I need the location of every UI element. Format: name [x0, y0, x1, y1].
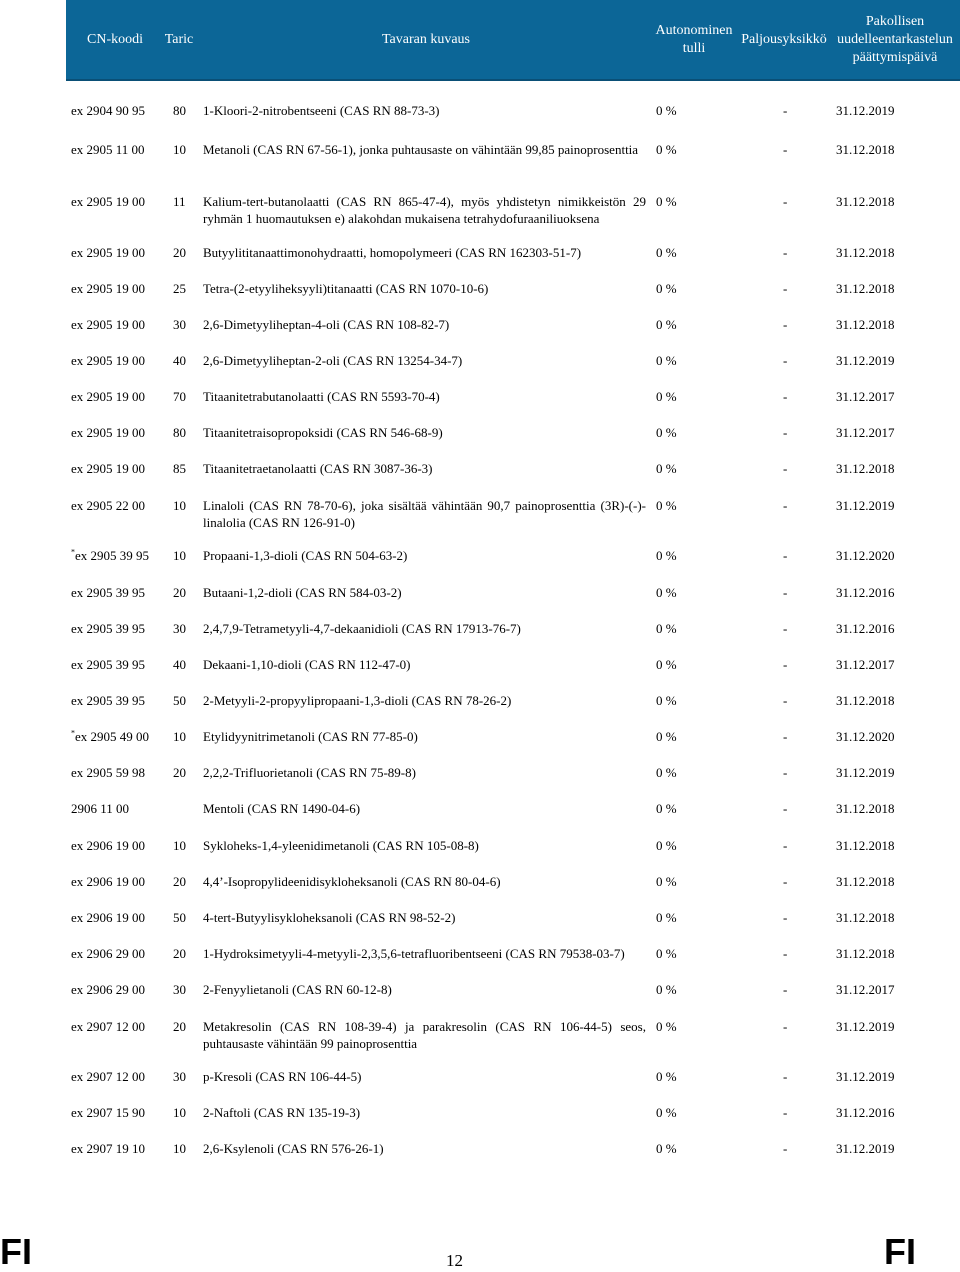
- cn-code-text: ex 2907 19 10: [71, 1141, 146, 1156]
- cn-code: [71, 316, 163, 333]
- autonomous-duty: 0 %: [656, 281, 677, 296]
- cn-code: [71, 280, 163, 297]
- header-review-date: Pakollisen uudelleentarkastelun päättymispäivä: [837, 13, 953, 65]
- autonomous-duty: 0 %: [656, 1019, 677, 1034]
- cn-code: [71, 547, 163, 564]
- taric-code: 20: [173, 874, 186, 889]
- goods-description: Metanoli (CAS RN 67-56-1), jonka puhtausaste on vähintään 99,85 painoprosenttia: [203, 142, 639, 157]
- quantity-unit: -: [783, 693, 788, 708]
- taric-code: 10: [173, 142, 186, 157]
- taric-code: 10: [173, 838, 186, 853]
- taric-code: 11: [173, 194, 186, 209]
- taric-code: 70: [173, 389, 186, 404]
- autonomous-duty: 0 %: [656, 425, 677, 440]
- review-date: 31.12.2019: [836, 765, 895, 780]
- quantity-unit: -: [783, 982, 788, 997]
- review-date: 31.12.2018: [836, 946, 895, 961]
- cn-code-text: ex 2905 39 95: [71, 657, 146, 672]
- taric-code: 20: [173, 585, 186, 600]
- autonomous-duty: 0 %: [656, 1105, 677, 1120]
- cn-code: [71, 837, 163, 854]
- header-cn-code: CN-koodi: [87, 31, 143, 47]
- autonomous-duty: 0 %: [656, 1141, 677, 1156]
- cn-code: [71, 1018, 163, 1035]
- review-date: 31.12.2016: [836, 1105, 895, 1120]
- autonomous-duty: 0 %: [656, 194, 677, 209]
- review-date: 31.12.2019: [836, 103, 895, 118]
- autonomous-duty: 0 %: [656, 621, 677, 636]
- quantity-unit: -: [783, 389, 788, 404]
- review-date: 31.12.2019: [836, 1069, 895, 1084]
- taric-code: 10: [173, 729, 186, 744]
- quantity-unit: -: [783, 1069, 788, 1084]
- quantity-unit: -: [783, 498, 788, 513]
- cn-code-text: ex 2905 49 00: [75, 729, 150, 744]
- quantity-unit: -: [783, 245, 788, 260]
- cn-code: [71, 352, 163, 369]
- goods-description: p-Kresoli (CAS RN 106-44-5): [203, 1069, 362, 1084]
- autonomous-duty: 0 %: [656, 729, 677, 744]
- review-date: 31.12.2018: [836, 317, 895, 332]
- review-date: 31.12.2018: [836, 693, 895, 708]
- cn-code-text: ex 2906 19 00: [71, 874, 146, 889]
- header-quantity-unit: Paljousyksikkö: [741, 31, 827, 47]
- taric-code: 50: [173, 910, 186, 925]
- taric-code: 25: [173, 281, 186, 296]
- cn-code-text: ex 2906 19 00: [71, 838, 146, 853]
- autonomous-duty: 0 %: [656, 982, 677, 997]
- autonomous-duty: 0 %: [656, 765, 677, 780]
- review-date: 31.12.2018: [836, 838, 895, 853]
- quantity-unit: -: [783, 317, 788, 332]
- goods-description: Titaanitetraetanolaatti (CAS RN 3087-36-3): [203, 461, 433, 476]
- cn-code-text: ex 2907 12 00: [71, 1019, 146, 1034]
- review-date: 31.12.2018: [836, 461, 895, 476]
- cn-code: [71, 764, 163, 781]
- cn-code-text: ex 2906 19 00: [71, 910, 146, 925]
- quantity-unit: -: [783, 657, 788, 672]
- cn-code-text: ex 2906 29 00: [71, 982, 146, 997]
- review-date: 31.12.2018: [836, 194, 895, 209]
- autonomous-duty: 0 %: [656, 946, 677, 961]
- goods-description: 4-tert-Butyylisykloheksanoli (CAS RN 98-52-2): [203, 910, 456, 925]
- goods-description: 2-Fenyylietanoli (CAS RN 60-12-8): [203, 982, 392, 997]
- goods-description: 2,6-Dimetyyliheptan-4-oli (CAS RN 108-82-7): [203, 317, 450, 332]
- review-date: 31.12.2017: [836, 425, 895, 440]
- quantity-unit: -: [783, 425, 788, 440]
- quantity-unit: -: [783, 585, 788, 600]
- taric-code: 20: [173, 946, 186, 961]
- taric-code: 40: [173, 657, 186, 672]
- cn-code: [71, 244, 163, 261]
- cn-code: [71, 909, 163, 926]
- review-date: 31.12.2017: [836, 657, 895, 672]
- review-date: 31.12.2018: [836, 281, 895, 296]
- taric-code: 50: [173, 693, 186, 708]
- goods-description: Butaani-1,2-dioli (CAS RN 584-03-2): [203, 585, 402, 600]
- review-date: 31.12.2018: [836, 910, 895, 925]
- autonomous-duty: 0 %: [656, 498, 677, 513]
- quantity-unit: -: [783, 946, 788, 961]
- goods-description: 2,4,7,9-Tetrametyyli-4,7-dekaanidioli (CAS RN 17913-76-7): [203, 621, 521, 636]
- quantity-unit: -: [783, 1019, 788, 1034]
- quantity-unit: -: [783, 1141, 788, 1156]
- page-number: 12: [446, 1251, 463, 1270]
- goods-description: Dekaani-1,10-dioli (CAS RN 112-47-0): [203, 657, 411, 672]
- goods-description: 2,2,2-Trifluorietanoli (CAS RN 75-89-8): [203, 765, 416, 780]
- cn-code-text: ex 2905 22 00: [71, 498, 146, 513]
- footer-language-code-left: FI: [0, 1231, 32, 1272]
- cn-code: [71, 656, 163, 673]
- review-date: 31.12.2020: [836, 729, 895, 744]
- autonomous-duty: 0 %: [656, 353, 677, 368]
- cn-code-text: ex 2905 19 00: [71, 353, 146, 368]
- cn-code-text: ex 2905 19 00: [71, 425, 146, 440]
- goods-description: Etylidyynitrimetanoli (CAS RN 77-85-0): [203, 729, 418, 744]
- table-header: [66, 0, 960, 81]
- cn-code: [71, 193, 163, 210]
- goods-description: 2,6-Ksylenoli (CAS RN 576-26-1): [203, 1141, 384, 1156]
- footer-language-code-right: FI: [884, 1231, 916, 1272]
- goods-description: Titaanitetrabutanolaatti (CAS RN 5593-70-4): [203, 389, 440, 404]
- taric-code: 20: [173, 245, 186, 260]
- cn-code: [71, 945, 163, 962]
- cn-code-text: ex 2905 19 00: [71, 461, 146, 476]
- amendment-marker: *: [71, 728, 75, 738]
- quantity-unit: -: [783, 621, 788, 636]
- cn-code: [71, 1140, 163, 1157]
- autonomous-duty: 0 %: [656, 838, 677, 853]
- cn-code-text: ex 2905 59 98: [71, 765, 146, 780]
- quantity-unit: -: [783, 910, 788, 925]
- cn-code: [71, 692, 163, 709]
- quantity-unit: -: [783, 874, 788, 889]
- taric-code: 80: [173, 103, 186, 118]
- review-date: 31.12.2018: [836, 801, 895, 816]
- cn-code: [71, 1068, 163, 1085]
- cn-code-text: ex 2905 19 00: [71, 281, 146, 296]
- goods-description: 1-Hydroksimetyyli-4-metyyli-2,3,5,6-tetrafluoribentseeni (CAS RN 79538-03-7): [203, 946, 625, 961]
- goods-description: Tetra-(2-etyyliheksyyli)titanaatti (CAS RN 1070-10-6): [203, 281, 489, 296]
- autonomous-duty: 0 %: [656, 245, 677, 260]
- goods-description: Kalium-tert-butanolaatti (CAS RN 865-47-4), myös yhdistetyn nimikkeistön 29 ryhmän 1 huomautuksen e) alakohdan mukaisena tetrahydofuraaniliuoksena: [203, 194, 646, 226]
- cn-code-text: ex 2905 39 95: [71, 693, 146, 708]
- amendment-marker: *: [71, 547, 75, 557]
- cn-code-text: ex 2905 39 95: [71, 621, 146, 636]
- autonomous-duty: 0 %: [656, 548, 677, 563]
- goods-description: Titaanitetraisopropoksidi (CAS RN 546-68-9): [203, 425, 443, 440]
- cn-code: [71, 497, 163, 514]
- header-autonomous-duty: Autonominen tulli: [655, 22, 733, 56]
- autonomous-duty: 0 %: [656, 801, 677, 816]
- autonomous-duty: 0 %: [656, 461, 677, 476]
- cn-code: [71, 388, 163, 405]
- quantity-unit: -: [783, 765, 788, 780]
- autonomous-duty: 0 %: [656, 657, 677, 672]
- quantity-unit: -: [783, 1105, 788, 1120]
- autonomous-duty: 0 %: [656, 585, 677, 600]
- cn-code: [71, 981, 163, 998]
- review-date: 31.12.2019: [836, 353, 895, 368]
- goods-description: 2-Naftoli (CAS RN 135-19-3): [203, 1105, 361, 1120]
- goods-description: Propaani-1,3-dioli (CAS RN 504-63-2): [203, 548, 408, 563]
- goods-description: 2,6-Dimetyyliheptan-2-oli (CAS RN 13254-34-7): [203, 353, 463, 368]
- quantity-unit: -: [783, 461, 788, 476]
- review-date: 31.12.2020: [836, 548, 895, 563]
- cn-code-text: ex 2904 90 95: [71, 103, 146, 118]
- cn-code-text: ex 2905 19 00: [71, 317, 146, 332]
- goods-description: Linaloli (CAS RN 78-70-6), joka sisältää vähintään 90,7 painoprosenttia (3R)-(-)-linalolia (CAS RN 126-91-0): [203, 498, 646, 530]
- cn-code: [71, 873, 163, 890]
- cn-code: [71, 1104, 163, 1121]
- cn-code: [71, 141, 163, 158]
- quantity-unit: -: [783, 548, 788, 563]
- taric-code: 10: [173, 1105, 186, 1120]
- cn-code: [71, 728, 163, 745]
- taric-code: 30: [173, 621, 186, 636]
- autonomous-duty: 0 %: [656, 874, 677, 889]
- review-date: 31.12.2018: [836, 245, 895, 260]
- taric-code: 10: [173, 1141, 186, 1156]
- quantity-unit: -: [783, 194, 788, 209]
- cn-code: [71, 460, 163, 477]
- review-date: 31.12.2016: [836, 585, 895, 600]
- cn-code-text: ex 2905 19 00: [71, 194, 146, 209]
- quantity-unit: -: [783, 281, 788, 296]
- cn-code: [71, 102, 163, 119]
- autonomous-duty: 0 %: [656, 317, 677, 332]
- taric-code: 20: [173, 1019, 186, 1034]
- cn-code-text: ex 2905 19 00: [71, 245, 146, 260]
- quantity-unit: -: [783, 103, 788, 118]
- goods-description: Mentoli (CAS RN 1490-04-6): [203, 801, 361, 816]
- review-date: 31.12.2019: [836, 1141, 895, 1156]
- cn-code-text: ex 2905 19 00: [71, 389, 146, 404]
- taric-code: 30: [173, 317, 186, 332]
- goods-description: 4,4’-Isopropylideenidisykloheksanoli (CAS RN 80-04-6): [203, 874, 501, 889]
- autonomous-duty: 0 %: [656, 389, 677, 404]
- autonomous-duty: 0 %: [656, 142, 677, 157]
- quantity-unit: -: [783, 801, 788, 816]
- taric-code: 85: [173, 461, 186, 476]
- cn-code-text: 2906 11 00: [71, 801, 130, 816]
- cn-code: [71, 584, 163, 601]
- review-date: 31.12.2019: [836, 1019, 895, 1034]
- taric-code: 30: [173, 1069, 186, 1084]
- autonomous-duty: 0 %: [656, 910, 677, 925]
- quantity-unit: -: [783, 729, 788, 744]
- review-date: 31.12.2018: [836, 142, 895, 157]
- cn-code-text: ex 2907 12 00: [71, 1069, 146, 1084]
- autonomous-duty: 0 %: [656, 693, 677, 708]
- cn-code: [71, 800, 163, 817]
- autonomous-duty: 0 %: [656, 103, 677, 118]
- review-date: 31.12.2017: [836, 982, 895, 997]
- review-date: 31.12.2017: [836, 389, 895, 404]
- review-date: 31.12.2019: [836, 498, 895, 513]
- quantity-unit: -: [783, 353, 788, 368]
- cn-code: [71, 620, 163, 637]
- header-description: Tavaran kuvaus: [381, 31, 471, 47]
- quantity-unit: -: [783, 142, 788, 157]
- review-date: 31.12.2018: [836, 874, 895, 889]
- taric-code: 10: [173, 498, 186, 513]
- cn-code-text: ex 2907 15 90: [71, 1105, 146, 1120]
- cn-code-text: ex 2905 39 95: [71, 585, 146, 600]
- cn-code: [71, 424, 163, 441]
- review-date: 31.12.2016: [836, 621, 895, 636]
- cn-code-text: ex 2905 11 00: [71, 142, 145, 157]
- goods-description: 1-Kloori-2-nitrobentseeni (CAS RN 88-73-3): [203, 103, 440, 118]
- cn-code-text: ex 2905 39 95: [75, 548, 150, 563]
- cn-code-text: ex 2906 29 00: [71, 946, 146, 961]
- taric-code: 10: [173, 548, 186, 563]
- goods-description: Sykloheks-1,4-yleenidimetanoli (CAS RN 105-08-8): [203, 838, 479, 853]
- taric-code: 40: [173, 353, 186, 368]
- taric-code: 30: [173, 982, 186, 997]
- goods-description: Metakresolin (CAS RN 108-39-4) ja parakresolin (CAS RN 106-44-5) seos, puhtausaste vähintään 99 painoprosenttia: [203, 1019, 646, 1051]
- autonomous-duty: 0 %: [656, 1069, 677, 1084]
- taric-code: 80: [173, 425, 186, 440]
- header-taric: Taric: [164, 31, 194, 47]
- goods-description: 2-Metyyli-2-propyylipropaani-1,3-dioli (CAS RN 78-26-2): [203, 693, 512, 708]
- quantity-unit: -: [783, 838, 788, 853]
- goods-description: Butyylititanaattimonohydraatti, homopolymeeri (CAS RN 162303-51-7): [203, 245, 582, 260]
- taric-code: 20: [173, 765, 186, 780]
